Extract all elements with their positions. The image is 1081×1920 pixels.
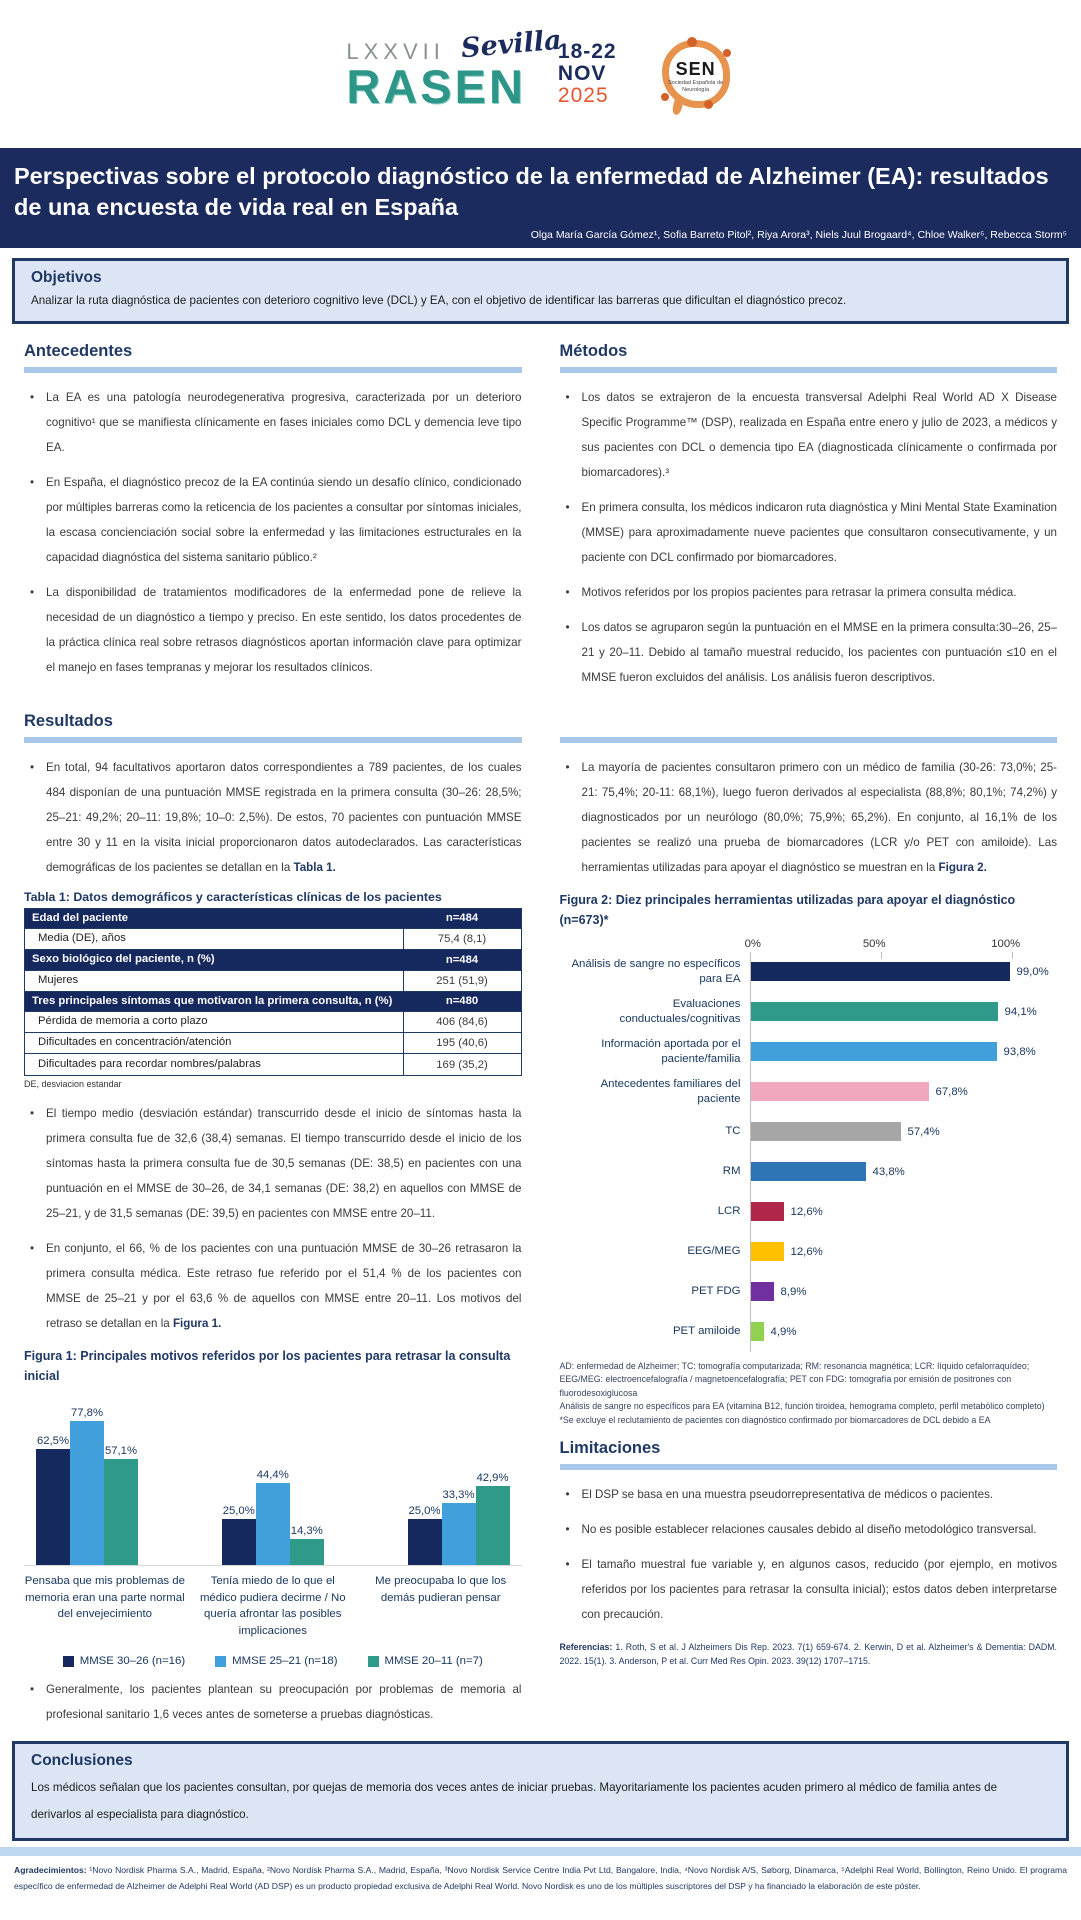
conclusiones-body: Los médicos señalan que los pacientes consultan, por quejas de memoria dos veces antes de iniciar pruebas. Mayoritariamente los pacientes acuden primero al médico de familia antes de derivarlos al especialista para diagnóstico. xyxy=(31,1781,998,1821)
figura2-bar-row xyxy=(560,1232,1058,1272)
figura1-bar-group xyxy=(408,1472,510,1565)
limitaciones-heading: Limitaciones xyxy=(559,1439,661,1457)
figura2-category-label: Antecedentes familiares del paciente xyxy=(600,1077,741,1105)
figura1-bar xyxy=(70,1421,104,1565)
figura1-legend-label: MMSE 20–11 (n=7) xyxy=(384,1655,483,1667)
figura1-bar xyxy=(408,1519,442,1565)
figura2-bar xyxy=(751,1282,774,1301)
antecedentes-section xyxy=(24,330,522,700)
figura1-reference: Figura 1. xyxy=(172,1317,222,1330)
figura2-value-label: 8,9% xyxy=(780,1285,807,1298)
figura2-bar xyxy=(751,962,1010,981)
objetivos-body: Analizar la ruta diagnóstica de pacientes con deterioro cognitivo leve (DCL) y EA, con el objetivo de identificar las barreras que dificultan el diagnóstico precoz. xyxy=(31,293,847,307)
figura2-bar-area xyxy=(750,992,1058,1032)
brain-dot-icon xyxy=(661,93,669,101)
figura2-bar xyxy=(751,1162,866,1181)
figura1-legend-item xyxy=(215,1655,337,1667)
table-cell-value: n=484 xyxy=(403,950,521,970)
sen-acronym: SEN xyxy=(675,59,716,79)
resultados-bullet-retraso xyxy=(24,1236,522,1336)
figura2-category-label: EEG/MEG xyxy=(687,1245,741,1257)
figura1-legend-item xyxy=(63,1655,185,1667)
metodos-bullets xyxy=(560,385,1058,690)
resultados-right-column xyxy=(560,755,1058,1738)
figura2-category-label: PET FDG xyxy=(691,1285,741,1297)
figura2-bar-row xyxy=(560,1112,1058,1152)
antecedentes-bullets xyxy=(24,385,522,680)
figura1-bar-wrap xyxy=(70,1407,104,1565)
figura2-title: Figura 2: Diez principales herramientas utilizadas para apoyar el diagnóstico (n=673)* xyxy=(559,892,1016,927)
referencias-text: 1. Roth, S et al. J Alzheimers Dis Rep. 2023. 7(1) 659-674. 2. Kerwin, D et al. Alzheimer's & Dementia: DADM. 2022. 15(1). 3. Anderson, P et al. Curr Med Res Opin. 2023. 39(12) 1707–1715. xyxy=(559,1642,1057,1666)
congress-month: NOV xyxy=(557,61,607,85)
table-cell-label: Sexo biológico del paciente, n (%) xyxy=(32,953,215,965)
figura1-value-label: 77,8% xyxy=(70,1407,104,1419)
figura2-footnote-line: Análisis de sangre no específicos para EA (vitamina B12, función tiroidea, hemograma completo, perfil metabólico completo) xyxy=(559,1401,1045,1411)
figura1-bar xyxy=(36,1449,70,1565)
figura1-value-label: 33,3% xyxy=(442,1489,475,1501)
figura2-axis-tick xyxy=(881,952,882,959)
table-row xyxy=(25,1012,521,1033)
title-band xyxy=(0,148,1081,248)
figura2-bar-area xyxy=(750,1112,1058,1152)
figura1-value-label: 44,4% xyxy=(256,1469,289,1481)
tabla1-reference: Tabla 1. xyxy=(293,860,336,874)
figura2-bar-row xyxy=(560,952,1058,992)
figura2-bar-area xyxy=(750,1272,1058,1312)
congress-numeral: LXXVII xyxy=(346,38,445,64)
figura1-bar-group xyxy=(222,1469,324,1565)
figura2-category-label: LCR xyxy=(717,1205,741,1217)
figura2-bar-area xyxy=(750,1032,1058,1072)
figura2-bar xyxy=(751,1082,929,1101)
limitaciones-bullet: • El DSP se basa en una muestra pseudorrepresentativa de médicos o pacientes. xyxy=(560,1482,1058,1507)
figura2-bar-area xyxy=(750,1232,1058,1272)
figura2-category-label: RM xyxy=(722,1165,741,1177)
congress-name: RASEN xyxy=(346,59,526,113)
metodos-bullet: • Motivos referidos por los propios pacientes para retrasar la primera consulta médica. xyxy=(560,580,1058,605)
authors-line: Olga María García Gómez¹, Sofia Barreto Pitol², Riya Arora³, Niels Juul Brogaard⁴, Chloe Walker⁵, Rebecca Storm⁵ xyxy=(530,228,1067,241)
congress-year: 2025 xyxy=(557,84,609,108)
table-row xyxy=(25,1033,521,1054)
figura1-bar-wrap xyxy=(476,1472,510,1565)
figura2-bar-row xyxy=(560,1152,1058,1192)
figura1-category-label: Pensaba que mis problemas de memoria eran una parte normal del envejecimiento xyxy=(24,1575,185,1620)
figura1-legend xyxy=(24,1655,522,1667)
figura1-bar xyxy=(476,1486,510,1565)
figura2-bar-area xyxy=(750,1192,1058,1232)
figura2-axis-tick xyxy=(1012,952,1013,959)
metodos-heading: Métodos xyxy=(559,341,628,360)
agradecimientos xyxy=(0,1856,1081,1894)
tabla1-footnote: DE, desviacion estandar xyxy=(24,1079,122,1089)
figura2-axis-tick-label: 0% xyxy=(744,937,761,950)
footer-accent-bar xyxy=(0,1847,1081,1856)
brain-stem-icon xyxy=(671,98,684,116)
main-grid xyxy=(0,330,1081,1738)
table-cell-value: 169 (35,2) xyxy=(403,1054,521,1075)
section-underline xyxy=(24,737,522,743)
figura2-value-label: 99,0% xyxy=(1016,965,1049,978)
figura2-value-label: 43,8% xyxy=(872,1165,905,1178)
table-cell-label: Mujeres xyxy=(38,973,79,986)
figura1-legend-item xyxy=(368,1655,483,1667)
resultados-left-column xyxy=(24,755,522,1738)
figura2-axis-tick-label: 100% xyxy=(991,937,1021,950)
figura1-category-labels xyxy=(24,1566,522,1639)
figura1-bar-wrap xyxy=(104,1445,138,1565)
figura2-category-label: PET amiloide xyxy=(672,1325,741,1337)
rasen-congress-logo xyxy=(346,24,564,113)
sen-subtitle: Sociedad Española de Neurología xyxy=(668,80,724,93)
figura1-value-label: 62,5% xyxy=(36,1435,70,1447)
figura2-category-label: Información aportada por el paciente/familia xyxy=(601,1037,741,1065)
figura1-bar xyxy=(442,1503,476,1565)
figura2-bar-row xyxy=(560,1312,1058,1352)
figura1-bar-wrap xyxy=(442,1489,476,1565)
resultados-heading-right xyxy=(560,700,1058,755)
figura1-bar xyxy=(256,1483,290,1565)
congress-city: Sevilla xyxy=(460,24,564,64)
figura2-bar-row xyxy=(560,992,1058,1032)
figura2-footnote-line: AD: enfermedad de Alzheimer; TC: tomografía computarizada; RM: resonancia magnética; LCR: líquido cefalorraquídeo; EEG/MEG: electroencefalografía / magnetoencefalografía; PET con FDG: tomografía por emisión de positrones con fluorodesoxiglucosa xyxy=(559,1360,1030,1398)
sen-brain-logo-icon xyxy=(657,35,735,113)
figura2-bar-row xyxy=(560,1192,1058,1232)
figura1-category-label: Tenía miedo de lo que el médico pudiera decirme / No quería afrontar las posibles implicaciones xyxy=(199,1575,346,1637)
section-underline xyxy=(560,1464,1058,1470)
figura2-value-label: 12,6% xyxy=(790,1205,823,1218)
table-row xyxy=(25,1054,521,1075)
table-cell-value: 406 (84,6) xyxy=(403,1012,521,1032)
limitaciones-bullets xyxy=(560,1482,1058,1627)
limitaciones-bullet: • El tamaño muestral fue variable y, en algunos casos, reducido (por ejemplo, en motivos referidos por los pacientes para retrasar la consulta inicial); estos datos deben interpretarse con precaución. xyxy=(560,1552,1058,1627)
brain-dot-icon xyxy=(704,100,713,109)
figura2-value-label: 57,4% xyxy=(907,1125,940,1138)
figura2-bar xyxy=(751,1322,764,1341)
section-underline xyxy=(560,367,1058,373)
header-logo-strip xyxy=(0,0,1081,148)
table-cell-value: 251 (51,9) xyxy=(403,971,521,991)
table-row xyxy=(25,909,521,930)
congress-dates xyxy=(558,41,617,107)
figura1-legend-label: MMSE 25–21 (n=18) xyxy=(232,1655,338,1667)
table-cell-label: Tres principales síntomas que motivaron la primera consulta, n (%) xyxy=(32,994,393,1007)
bullet-text: En conjunto, el 66, % de los pacientes con una puntuación MMSE de 30–26 retrasaron la primera consulta médica. Este retraso fue referido por el 51,4 % de los pacientes con MMSE de 25–21 y por el 63,6 % de aquellos con MMSE entre 20–11. Los motivos del retraso se detallan en la xyxy=(46,1242,522,1330)
table-cell-label: Edad del paciente xyxy=(32,911,129,924)
figura2-category-label: Análisis de sangre no específicos para EA xyxy=(571,957,741,985)
figura2-footnotes xyxy=(560,1360,1058,1428)
figura2-value-label: 93,8% xyxy=(1003,1045,1036,1058)
resultados-bullet-generalmente: • Generalmente, los pacientes plantean su preocupación por problemas de memoria al profesional sanitario 1,6 veces antes de someterse a pruebas diagnósticas. xyxy=(24,1677,522,1727)
figura2-bar-row xyxy=(560,1272,1058,1312)
agradecimientos-text: ¹Novo Nordisk Pharma S.A., Madrid, España, ²Novo Nordisk Pharma S.A., Madrid, España, ³Novo Nordisk Service Centre India Pvt Ltd, Bangalore, India, ⁴Novo Nordisk A/S, Søborg, Dinamarca, ⁵Adelphi Real World, Bollington, Reino Unido. El programa específico de enfermedad de Alzheimer de Adelphi Real World (AD DSP) es un producto propiedad exclusiva de Adelphi Real World. Novo Nordisk es uno de los múltiples suscriptores del DSP y ha financiado la elaboración de este póster. xyxy=(14,1865,1067,1891)
figura2-footnote-line: *Se excluye el reclutamiento de pacientes con diagnóstico confirmado por biomarcadores de DCL debido a EA xyxy=(559,1414,991,1425)
table-cell-value: n=480 xyxy=(403,992,521,1012)
poster-title: Perspectivas sobre el protocolo diagnóstico de la enfermedad de Alzheimer (EA): resultados de una encuesta de vida real en España xyxy=(14,163,1049,221)
resultados-heading-left xyxy=(24,700,522,755)
figura2-category-label: Evaluaciones conductuales/cognitivas xyxy=(619,997,741,1025)
metodos-bullet: • Los datos se agruparon según la puntuación en el MMSE en la primera consulta:30–26, 25–21 y 20–11. Debido al tamaño muestral reducido, los pacientes con puntuación ≤10 en el MMSE fueron excluidos del análisis. Los análisis fueron descriptivos. xyxy=(560,615,1058,690)
antecedentes-bullet: • La EA es una patología neurodegenerativa progresiva, caracterizada por un deterioro cognitivo¹ que se manifiesta clínicamente en fases iniciales como DCL y demencia leve tipo EA. xyxy=(24,385,522,460)
figura2-axis-tick-label: 50% xyxy=(862,937,886,950)
bullet-text: La mayoría de pacientes consultaron primero con un médico de familia (30-26: 73,0%; 25-21: 75,4%; 20-11: 68,1%), luego fueron derivados al especialista (88,8%; 80,1%; 74,2%) y diagnosticados por un neurólogo (80,0%; 75,9%; 65,2%). En conjunto, al 16,1% de los pacientes se realizó una prueba de biomarcadores (LCR y/o PET con amiloide). Las herramientas utilizadas para apoyar el diagnóstico se muestran en la xyxy=(581,760,1057,874)
figura2-bar-row xyxy=(560,1072,1058,1112)
table-row xyxy=(25,992,521,1013)
legend-swatch-icon xyxy=(63,1656,74,1667)
legend-swatch-icon xyxy=(215,1656,226,1667)
figura2-axis-labels xyxy=(744,937,1021,950)
table-cell-label: Pérdida de memoria a corto plazo xyxy=(38,1015,208,1028)
limitaciones-section xyxy=(560,1439,1058,1627)
table-cell-label: Media (DE), años xyxy=(38,932,126,945)
metodos-section xyxy=(560,330,1058,700)
figura2-value-label: 67,8% xyxy=(935,1085,968,1098)
brain-dot-icon xyxy=(687,37,697,47)
figura1-value-label: 14,3% xyxy=(290,1525,323,1537)
table-cell-label: Dificultades en concentración/atención xyxy=(38,1036,232,1049)
resultados-heading: Resultados xyxy=(24,711,113,730)
table-row xyxy=(25,971,521,992)
figura2-bar xyxy=(751,1122,901,1141)
table-cell-value: 195 (40,6) xyxy=(403,1033,521,1053)
figura2-bar-area xyxy=(750,1152,1058,1192)
resultados-bullet-tiempo: • El tiempo medio (desviación estándar) transcurrido desde el inicio de síntomas hasta la primera consulta fue de 32,6 (38,4) semanas. El tiempo transcurrido desde el inicio de los síntomas hasta la primera consulta fue de 30,5 semanas (DE: 38,5) en pacientes con una puntuación en el MMSE de 30–26, de 34,1 semanas (DE: 38,2) en aquellos con MMSE de 25–21, y de 31,5 semanas (DE: 39,5) en pacientes con MMSE entre 20–11. xyxy=(24,1101,522,1226)
figura2-plot xyxy=(560,952,1058,1352)
figura1-bar-wrap xyxy=(290,1525,324,1565)
section-underline xyxy=(24,367,522,373)
figura2-bar-area xyxy=(750,1312,1058,1352)
figura2-bar-area xyxy=(750,1072,1058,1112)
figura1-title: Figura 1: Principales motivos referidos por los pacientes para retrasar la consulta inicial xyxy=(24,1349,511,1383)
figura1-bar xyxy=(222,1519,256,1565)
table-cell-value: 75,4 (8,1) xyxy=(403,929,521,949)
figura1-bar xyxy=(290,1539,324,1565)
table-row xyxy=(25,929,521,950)
figura2-value-label: 94,1% xyxy=(1004,1005,1037,1018)
referencias-label: Referencias: xyxy=(559,1642,613,1652)
figura2-value-label: 4,9% xyxy=(770,1325,797,1338)
table-cell-value: n=484 xyxy=(403,909,521,929)
figura1-value-label: 25,0% xyxy=(222,1505,255,1517)
conclusiones-box xyxy=(12,1741,1069,1841)
figura1-bar-wrap xyxy=(36,1435,70,1565)
antecedentes-heading: Antecedentes xyxy=(24,341,133,360)
metodos-bullet: • En primera consulta, los médicos indicaron ruta diagnóstica y Mini Mental State Examination (MMSE) para aproximadamente nueve pacientes que consultaron consecutivamente, y un paciente con DCL confirmado por biomarcadores. xyxy=(560,495,1058,570)
metodos-bullet: • Los datos se extrajeron de la encuesta transversal Adelphi Real World AD X Disease Specific Programme™ (DSP), realizada en España entre enero y julio de 2023, a médicos y sus pacientes con DCL o demencia tipo EA (diagnosticada clínicamente o confirmada por biomarcadores).³ xyxy=(560,385,1058,485)
objetivos-box xyxy=(12,258,1069,324)
figura2-bar-row xyxy=(560,1032,1058,1072)
congress-days: 18-22 xyxy=(557,39,617,63)
figura2-bar xyxy=(751,1002,998,1021)
figura1-plot xyxy=(24,1394,522,1566)
referencias xyxy=(560,1641,1058,1668)
figura1-bar-wrap xyxy=(256,1469,290,1565)
figura2-bar xyxy=(751,1042,997,1061)
tabla1 xyxy=(24,908,522,1077)
figura1-category-label: Me preocupaba lo que los demás pudieran pensar xyxy=(375,1575,507,1604)
figura2-category-label: TC xyxy=(725,1125,741,1137)
brain-dot-icon xyxy=(723,49,731,57)
figura1-bar-wrap xyxy=(222,1505,256,1565)
antecedentes-bullet: • La disponibilidad de tratamientos modificadores de la enfermedad pone de relieve la necesidad de un diagnóstico a tiempo y preciso. En este sentido, los datos procedentes de la práctica clínica real sobre retrasos diagnósticos aportan información clave para optimizar el manejo en fases tempranas y mejorar los resultados clínicos. xyxy=(24,580,522,680)
objetivos-heading: Objetivos xyxy=(31,268,102,286)
resultados-bullet-mayoria xyxy=(560,755,1058,880)
figura2-value-label: 12,6% xyxy=(790,1245,823,1258)
figura1-bar xyxy=(104,1459,138,1565)
resultados-bullet-pacientes xyxy=(24,755,522,880)
bullet-text: En total, 94 facultativos aportaron datos correspondientes a 789 pacientes, de los cuales 484 disponían de una puntuación MMSE registrada en la primera consulta (30–26: 28,5%; 25–21: 49,2%; 20–11: 19,8%; 10–0: 2,5%). De estos, 70 pacientes con puntuación MMSE entre 30 y 11 en la visita inicial proporcionaron datos autodeclarados. Las características demográficas de los pacientes se detallan en la xyxy=(46,760,522,874)
section-underline xyxy=(560,737,1058,743)
figura1-bar-wrap xyxy=(408,1505,442,1565)
table-cell-label: Dificultades para recordar nombres/palabras xyxy=(38,1057,261,1070)
tabla1-title: Tabla 1: Datos demográficos y características clínicas de los pacientes xyxy=(24,889,442,904)
figura1-value-label: 25,0% xyxy=(408,1505,441,1517)
table-row xyxy=(25,950,521,971)
conclusiones-heading: Conclusiones xyxy=(31,1752,133,1769)
antecedentes-bullet: • En España, el diagnóstico precoz de la EA continúa siendo un desafío clínico, condicionado por múltiples barreras como la reticencia de los pacientes a consultar por síntomas iniciales, la escasa concienciación social sobre la enfermedad y las limitaciones estructurales en la capacidad diagnóstica del sistema sanitario público.² xyxy=(24,470,522,570)
figura1-value-label: 42,9% xyxy=(476,1472,509,1484)
legend-swatch-icon xyxy=(368,1656,379,1667)
agradecimientos-label: Agradecimientos: xyxy=(14,1865,87,1875)
figura2-reference: Figura 2. xyxy=(938,860,987,874)
figura2-bar xyxy=(751,1242,784,1261)
figura1-value-label: 57,1% xyxy=(104,1445,138,1457)
limitaciones-bullet: • No es posible establecer relaciones causales debido al diseño metodológico transversal. xyxy=(560,1517,1058,1542)
figura2-bar xyxy=(751,1202,784,1221)
figura1-bar-group xyxy=(36,1407,138,1565)
figura1-legend-label: MMSE 30–26 (n=16) xyxy=(79,1655,186,1667)
